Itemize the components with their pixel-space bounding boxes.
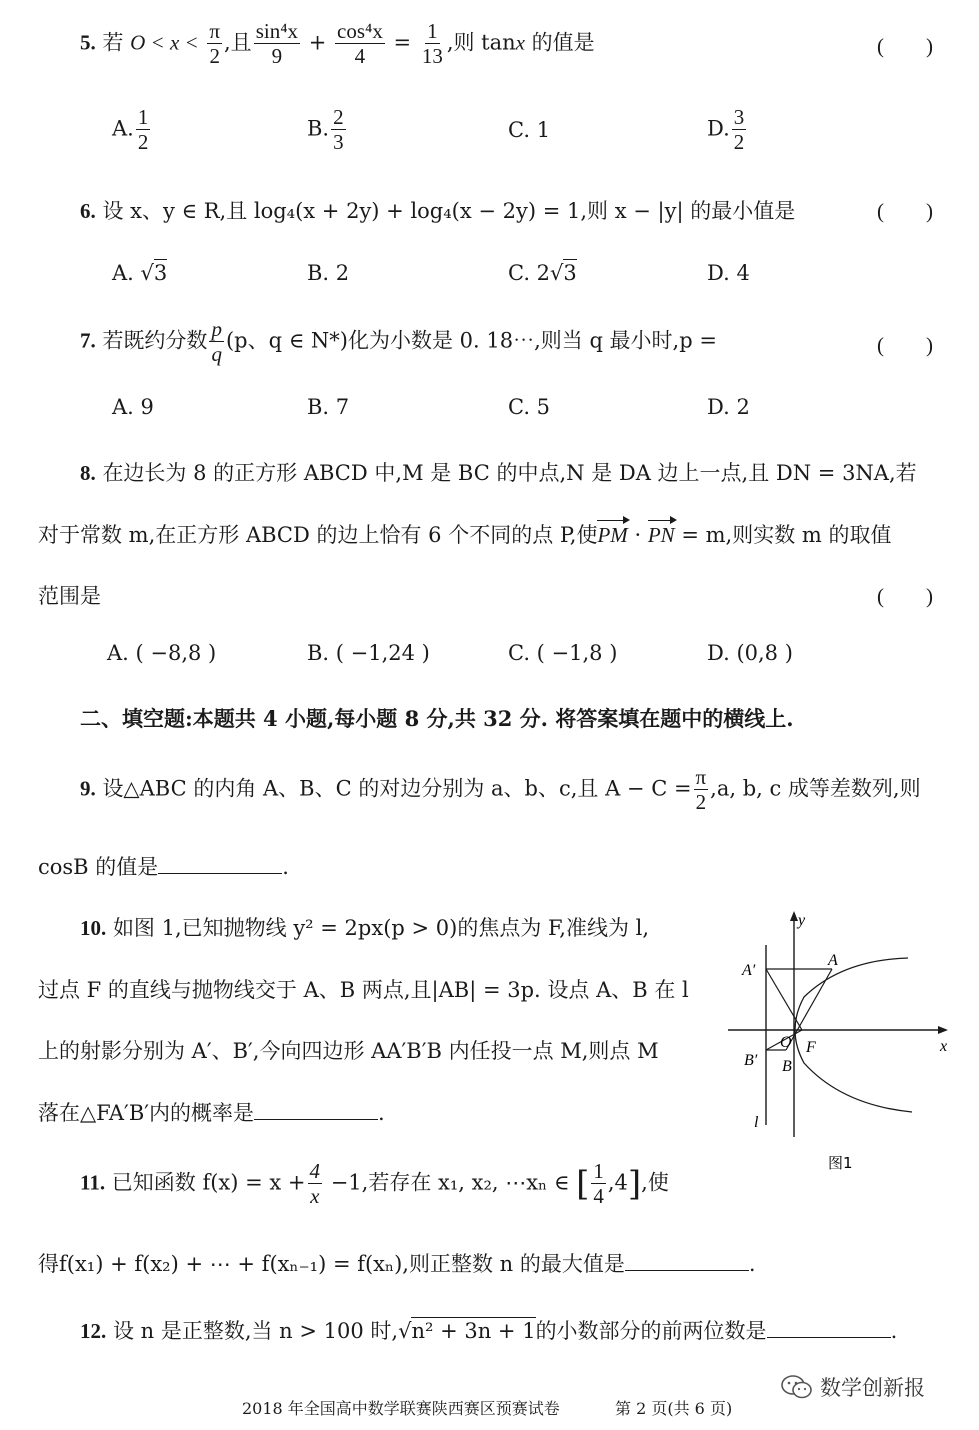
label-f: F [806,1039,816,1056]
option-a: A. $\frac{1}{2}$ [112,105,149,155]
fraction: $\frac{\text{cos⁴x}}{4}$ [337,19,383,69]
question-9: 9. 设△ABC 的内角 A、B、C 的对边分别为 a、b、c,且 A − C = $\frac{\pi}{2}$ ,a, b, c 成等差数列,则 [80,765,921,815]
footer-page-number: 第 2 页(共 6 页) [615,1399,733,1418]
question-7: 7. 若既约分数 $\frac{p}{q}$ (p、q ∈ N*)化为小数是 0. 18⋯,则当 q 最小时,p = [80,317,717,367]
segment-a-prime-f [766,969,802,1030]
answer-blank[interactable] [254,1099,378,1120]
answer-blank[interactable] [625,1250,749,1271]
answer-parentheses: ( ) [877,584,933,608]
x-axis-arrow [938,1026,948,1034]
question-11: 11. 已知函数 f(x) = x + $\frac{4}{x}$ −1,若存在 x₁, x₂, ⋯xₙ ∈ [ $\frac{1}{4}$ ,4],使 [80,1159,669,1209]
question-number: 10. [80,916,107,940]
question-number: 11. [80,1170,106,1195]
option-a: A. √3 [112,261,168,285]
figure-1-parabola [722,905,962,1175]
option-c: C. 2√3 [508,261,577,285]
label-l: l [754,1114,759,1131]
answer-parentheses: ( ) [877,333,933,357]
option-a: A. ( −8,8 ) [107,641,217,665]
question-number: 6. [80,199,96,223]
label-a: A [828,952,838,969]
radical: n² + 3n + 1 [411,1319,536,1343]
y-axis-arrow [790,911,798,921]
answer-parentheses: ( ) [877,34,933,58]
watermark [780,1372,925,1402]
parabola-curve [795,958,912,1112]
line-ab [786,969,832,1050]
label-y: y [798,912,806,929]
vector-pn: PN [647,523,675,547]
answer-blank[interactable] [158,853,282,874]
fraction: $\frac{1}{13}$ [421,19,443,69]
label-b-prime: B′ [744,1052,758,1069]
question-6 [80,195,795,225]
watermark-text: 数学创新报 [820,1376,925,1400]
question-10: 10. 如图 1,已知抛物线 y² = 2px(p > 0)的焦点为 F,准线为 l, [80,916,650,940]
option-a: A. 9 [112,395,154,419]
option-d: D. $\frac{3}{2}$ [707,105,745,155]
option-d: D. (0,8 ) [707,641,793,665]
question-5: 5. 若 O < x < $\frac{\pi}{2}$ ,且 $\frac{\text{sin⁴x}}{9}$ + $\frac{\text{cos⁴x}}{4}$ = $\frac{1}{13}$ ,则 tanx 的值是 [80,19,595,69]
question-12: 12. 设 n 是正整数,当 n > 100 时,√n² + 3n + 1的小数部分的前两位数是 . [80,1319,898,1343]
fraction: $\frac{\pi}{2}$ [209,19,220,69]
option-b: B. $\frac{2}{3}$ [307,105,344,155]
question-text: 设 x、y ∈ R,且 log₄(x + 2y) + log₄(x − 2y) = 1,则 x − |y| 的最小值是 [102,199,796,223]
question-8: 8. 在边长为 8 的正方形 ABCD 中,M 是 BC 的中点,N 是 DA 边上一点,且 DN = 3NA,若 [80,461,917,485]
vector-pm: PM [597,523,628,547]
question-number: 12. [80,1319,107,1343]
label-o: O [780,1034,792,1051]
label-a-prime: A′ [742,962,756,979]
option-b: B. 2 [307,261,350,285]
section-heading: 二、填空题:本题共 4 小题,每小题 8 分,共 32 分. 将答案填在题中的横线上. [80,706,794,731]
answer-blank[interactable] [767,1317,891,1338]
question-number: 9. [80,776,96,801]
question-number: 5. [80,30,96,55]
option-b: B. ( −1,24 ) [307,641,430,665]
question-number: 8. [80,461,96,485]
figure-caption: 图1 [828,1154,853,1172]
option-d: D. 2 [707,395,750,419]
option-d: D. 4 [707,261,750,285]
option-c: C. ( −1,8 ) [508,641,618,665]
option-b: B. 7 [307,395,350,419]
label-b: B [782,1058,792,1075]
fraction: $\frac{\text{sin⁴x}}{9}$ [255,19,299,69]
answer-parentheses: ( ) [877,199,933,223]
option-c: C. 5 [508,395,551,419]
question-number: 7. [80,328,96,353]
footer-title: 2018 年全国高中数学联赛陕西赛区预赛试卷 [242,1399,560,1418]
label-x: x [940,1038,948,1055]
wechat-icon [780,1374,814,1400]
option-c: C. 1 [508,118,551,142]
